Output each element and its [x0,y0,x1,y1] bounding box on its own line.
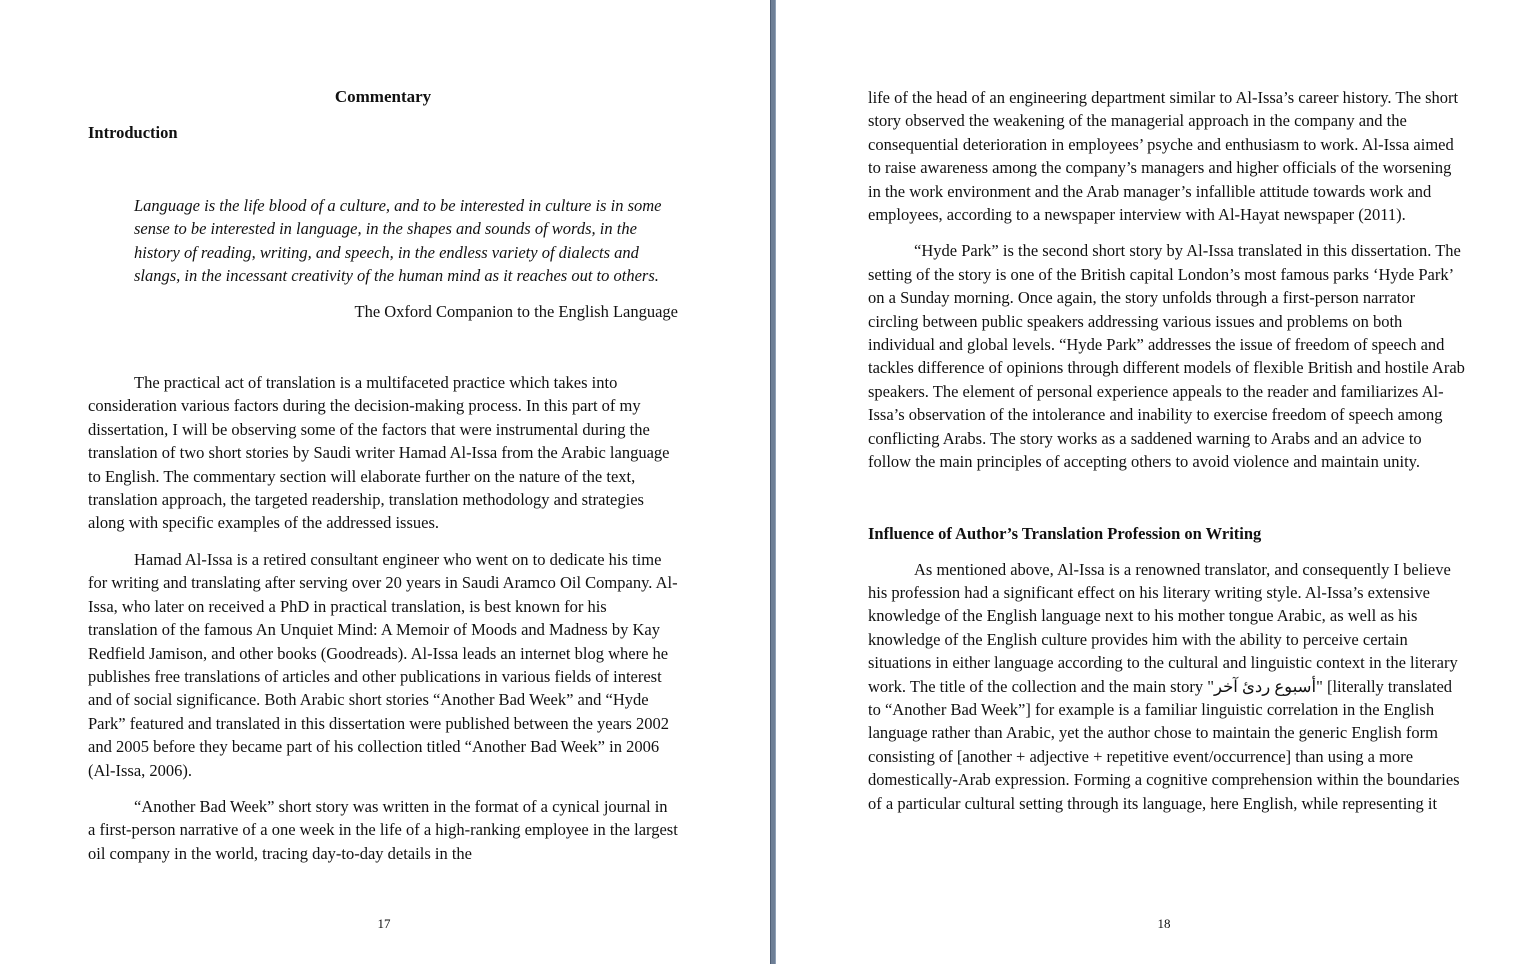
epigraph-source: The Oxford Companion to the English Language [354,301,678,321]
section-heading-influence: Influence of Author’s Translation Profession on Writing [868,523,1262,543]
epigraph-quote: Language is the life blood of a culture, and to be interested in culture is in some sense to be interested in language, in the shapes and sounds of words, in the history of reading, writing, and speech, in the endless variety of dialects and slangs, in the incessant creativity of the human mind as it reaches out to others. [134,196,662,286]
paragraph: The practical act of translation is a multifaceted practice which takes into consideration various factors during the decision-making process. In this part of my dissertation, I will be observing some of the factors that were instrumental during the translation of two short stories by Saudi writer Hamad Al-Issa from the Arabic language to English. The commentary section will elaborate further on the nature of the text, translation approach, the targeted readership, translation methodology and strategies along with specific examples of the addressed issues. [88,373,670,533]
page-title: Commentary [334,87,432,106]
paragraph: “Hyde Park” is the second short story by Al-Issa translated in this dissertation. The setting of the story is one of the British capital London’s most famous parks ‘Hyde Park’ on a Sunday morning. Once again, the story unfolds through a first-person narrator circling between public speakers addressing various issues and problems on both individual and global levels. “Hyde Park” addresses the issue of freedom of speech and tackles difference of opinions through different models of flexible British and hostile Arab speakers. The element of personal experience appeals to the reader and familiarizes Al-Issa’s observation of the intolerance and inability to exercise freedom of speech among conflicting Arabs. The story works as a saddened warning to Arabs and an advice to follow the main principles of accepting others to avoid violence and maintain unity. [868,241,1465,472]
document-page-right [776,0,1532,964]
section-heading-introduction: Introduction [88,123,178,142]
paragraph: “Another Bad Week” short story was written in the format of a cynical journal in a first-person narrative of a one week in the life of a high-ranking employee in the largest oil company in the world, tracing day-to-day details in the [88,796,678,863]
page-number: 17 [377,916,391,931]
page-content [868,86,1468,815]
paragraph: life of the head of an engineering department similar to Al-Issa’s career history. The short story observed the weakening of the managerial approach in the company and the consequential deterioration in employees’ psyche and enthusiasm to work. Al-Issa aimed to raise awareness among the company’s managers and higher officials of the worsening in the work environment and the Arab manager’s infallible attitude towards work and employees, according to a newspaper interview with Al-Hayat newspaper (2011). [868,88,1459,225]
paragraph: As mentioned above, Al-Issa is a renowned translator, and consequently I believe his profession had a significant effect on his literary writing style. Al-Issa’s extensive knowledge of the English language next to his mother tongue Arabic, as well as his knowledge of the English culture provides him with the ability to perceive certain situations in either language according to the cultural and linguistic context in the literary work. The title of the collection and the main story "أسبوع ردئ آخر" [literally translated to “Another Bad Week”] for example is a familiar linguistic correlation in the English language rather than Arabic, yet the author chose to maintain the generic English form consisting of [another + adjective + repetitive event/occurrence] than using a more domestically-Arab expression. Forming a cognitive comprehension within the boundaries of a particular cultural setting through its language, here English, while representing it [868,559,1460,813]
page-number: 18 [1157,916,1171,931]
page-content [88,86,678,865]
paragraph: Hamad Al-Issa is a retired consultant engineer who went on to dedicate his time for writing and translating after serving over 20 years in Saudi Aramco Oil Company. Al-Issa, who later on received a PhD in practical translation, is best known for his translation of the famous An Unquiet Mind: A Memoir of Moods and Madness by Kay Redfield Jamison, and other books (Goodreads). Al-Issa leads an internet blog where he publishes free translations of articles and other publications in various fields of interest and of social significance. Both Arabic short stories “Another Bad Week” and “Hyde Park” featured and translated in this dissertation were published between the years 2002 and 2005 before they became part of his collection titled “Another Bad Week” in 2006 (Al-Issa, 2006). [88,549,678,780]
